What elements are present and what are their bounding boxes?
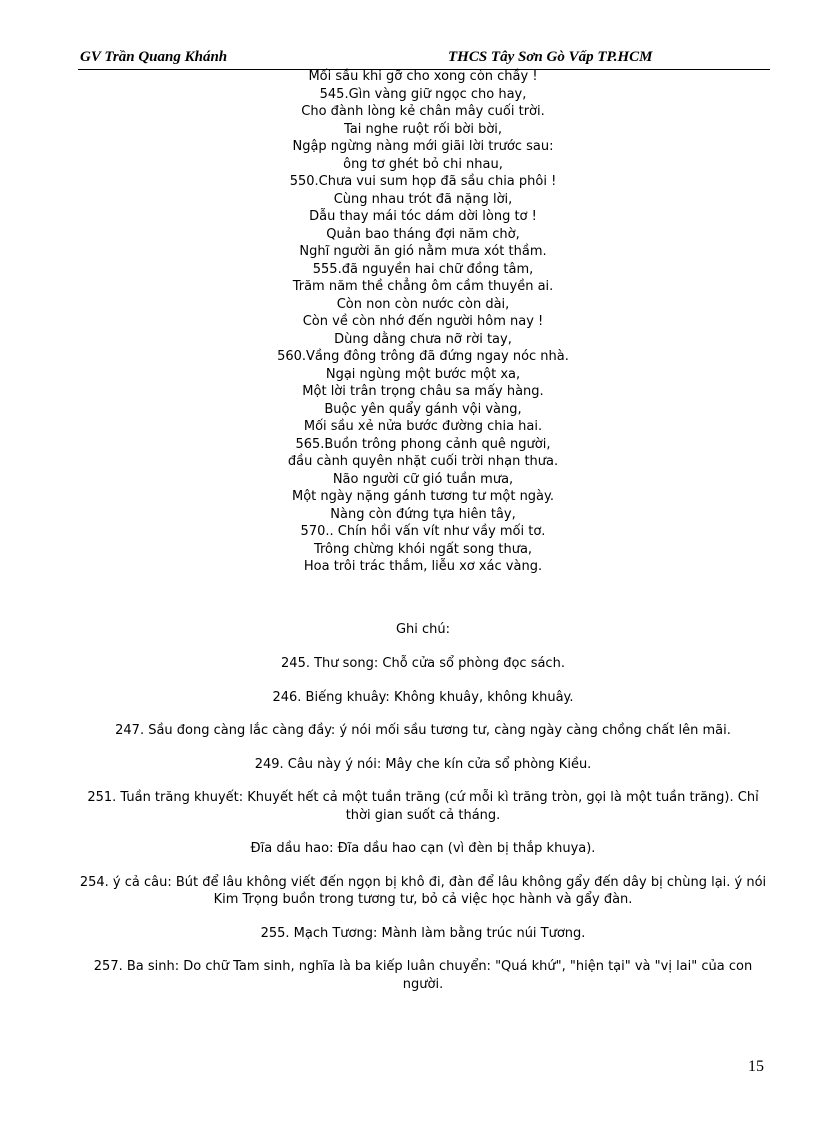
poem-line: Quản bao tháng đợi năm chờ, bbox=[326, 226, 520, 242]
poem-line: Nàng còn đứng tựa hiên tây, bbox=[330, 506, 516, 522]
poem-line: Còn non còn nước còn dài, bbox=[336, 296, 510, 312]
poem-line: Nghĩ người ăn gió nằm mưa xót thầm. bbox=[299, 244, 547, 259]
poem-line: Mối sầu khi gỡ cho xong còn chầy ! bbox=[308, 69, 538, 84]
note-item: 246. Biếng khuây: Không khuây, không khuây. bbox=[272, 689, 574, 705]
poem-line: 545.Gìn vàng giữ ngọc cho hay, bbox=[319, 86, 527, 102]
note-item: 249. Câu này ý nói: Mây che kín cửa sổ phòng Kiều. bbox=[254, 756, 592, 772]
poem-line: Buộc yên quẩy gánh vội vàng, bbox=[324, 401, 522, 417]
poem-line: Hoa trôi trác thắm, liễu xơ xác vàng. bbox=[303, 559, 543, 574]
poem-line: Dùng dằng chưa nỡ rời tay, bbox=[334, 331, 512, 347]
poem-line: Cùng nhau trót đã nặng lời, bbox=[333, 191, 513, 207]
note-item: Đĩa dầu hao: Đĩa dầu hao cạn (vì đèn bị thắp khuya). bbox=[250, 841, 596, 856]
poem-line: 550.Chưa vui sum họp đã sầu chia phôi ! bbox=[289, 174, 557, 189]
page-header bbox=[78, 49, 770, 70]
poem-line: đầu cành quyên nhặt cuối trời nhạn thưa. bbox=[287, 454, 559, 469]
poem-line: 565.Buồn trông phong cảnh quê người, bbox=[295, 436, 551, 452]
poem-line: Não người cữ gió tuần mưa, bbox=[332, 471, 514, 487]
poem-block bbox=[0, 68, 816, 576]
note-item: 247. Sầu đong càng lắc càng đầy: ý nói mối sầu tương tư, càng ngày càng chồng chất lên mãi. bbox=[115, 723, 731, 738]
note-item: 254. ý cả câu: Bút để lâu không viết đến ngọn bị khô đi, đàn để lâu không gẩy đến dây bị chùng lại. ý nói Kim Trọng buồn trong tương tư, bỏ cả việc học hành và gẩy đàn. bbox=[79, 874, 767, 907]
note-item: 245. Thư song: Chỗ cửa sổ phòng đọc sách. bbox=[281, 656, 565, 671]
poem-line: Tai nghe ruột rối bời bời, bbox=[343, 121, 503, 137]
header-author: GV Trần Quang Khánh bbox=[80, 49, 228, 65]
note-item: 251. Tuần trăng khuyết: Khuyết hết cả một tuần trăng (cứ mỗi kì trăng tròn, gọi là một tuần trăng). Chỉ thời gian suốt cả tháng. bbox=[87, 790, 759, 823]
note-item: 257. Ba sinh: Do chữ Tam sinh, nghĩa là ba kiếp luân chuyển: "Quá khứ", "hiện tại" và "vị lai" của con người. bbox=[93, 959, 753, 992]
poem-line: 555.đã nguyền hai chữ đồng tâm, bbox=[312, 261, 534, 277]
header-school: THCS Tây Sơn Gò Vấp TP.HCM bbox=[448, 49, 653, 65]
poem-line: Một ngày nặng gánh tương tư một ngày. bbox=[292, 489, 554, 504]
poem-line: 560.Vầng đông trông đã đứng ngay nóc nhà. bbox=[277, 349, 569, 364]
poem-line: Mối sầu xẻ nửa bước đường chia hai. bbox=[303, 419, 543, 434]
notes-list bbox=[76, 655, 770, 1009]
poem-line: 570.. Chín hồi vấn vít như vầy mối tơ. bbox=[300, 524, 546, 539]
poem-line: Dẫu thay mái tóc dám dời lòng tơ ! bbox=[309, 209, 537, 224]
poem-line: Ngập ngừng nàng mới giãi lời trước sau: bbox=[292, 139, 554, 154]
poem-line: Còn về còn nhớ đến người hôm nay ! bbox=[302, 314, 544, 329]
poem-line: Một lời trân trọng châu sa mấy hàng. bbox=[302, 384, 544, 399]
poem-line: ông tơ ghét bỏ chi nhau, bbox=[343, 156, 503, 172]
page-number: 15 bbox=[748, 1058, 764, 1075]
note-item: 255. Mạch Tương: Mành làm bằng trúc núi Tương. bbox=[260, 925, 586, 941]
poem-line: Cho đành lòng kẻ chân mây cuối trời. bbox=[301, 104, 545, 119]
notes-title: Ghi chú: bbox=[395, 622, 451, 637]
poem-line: Trăm năm thề chẳng ôm cầm thuyền ai. bbox=[292, 279, 554, 294]
poem-line: Ngại ngùng một bước một xa, bbox=[325, 366, 521, 382]
poem-line: Trông chừng khói ngất song thưa, bbox=[313, 541, 533, 557]
